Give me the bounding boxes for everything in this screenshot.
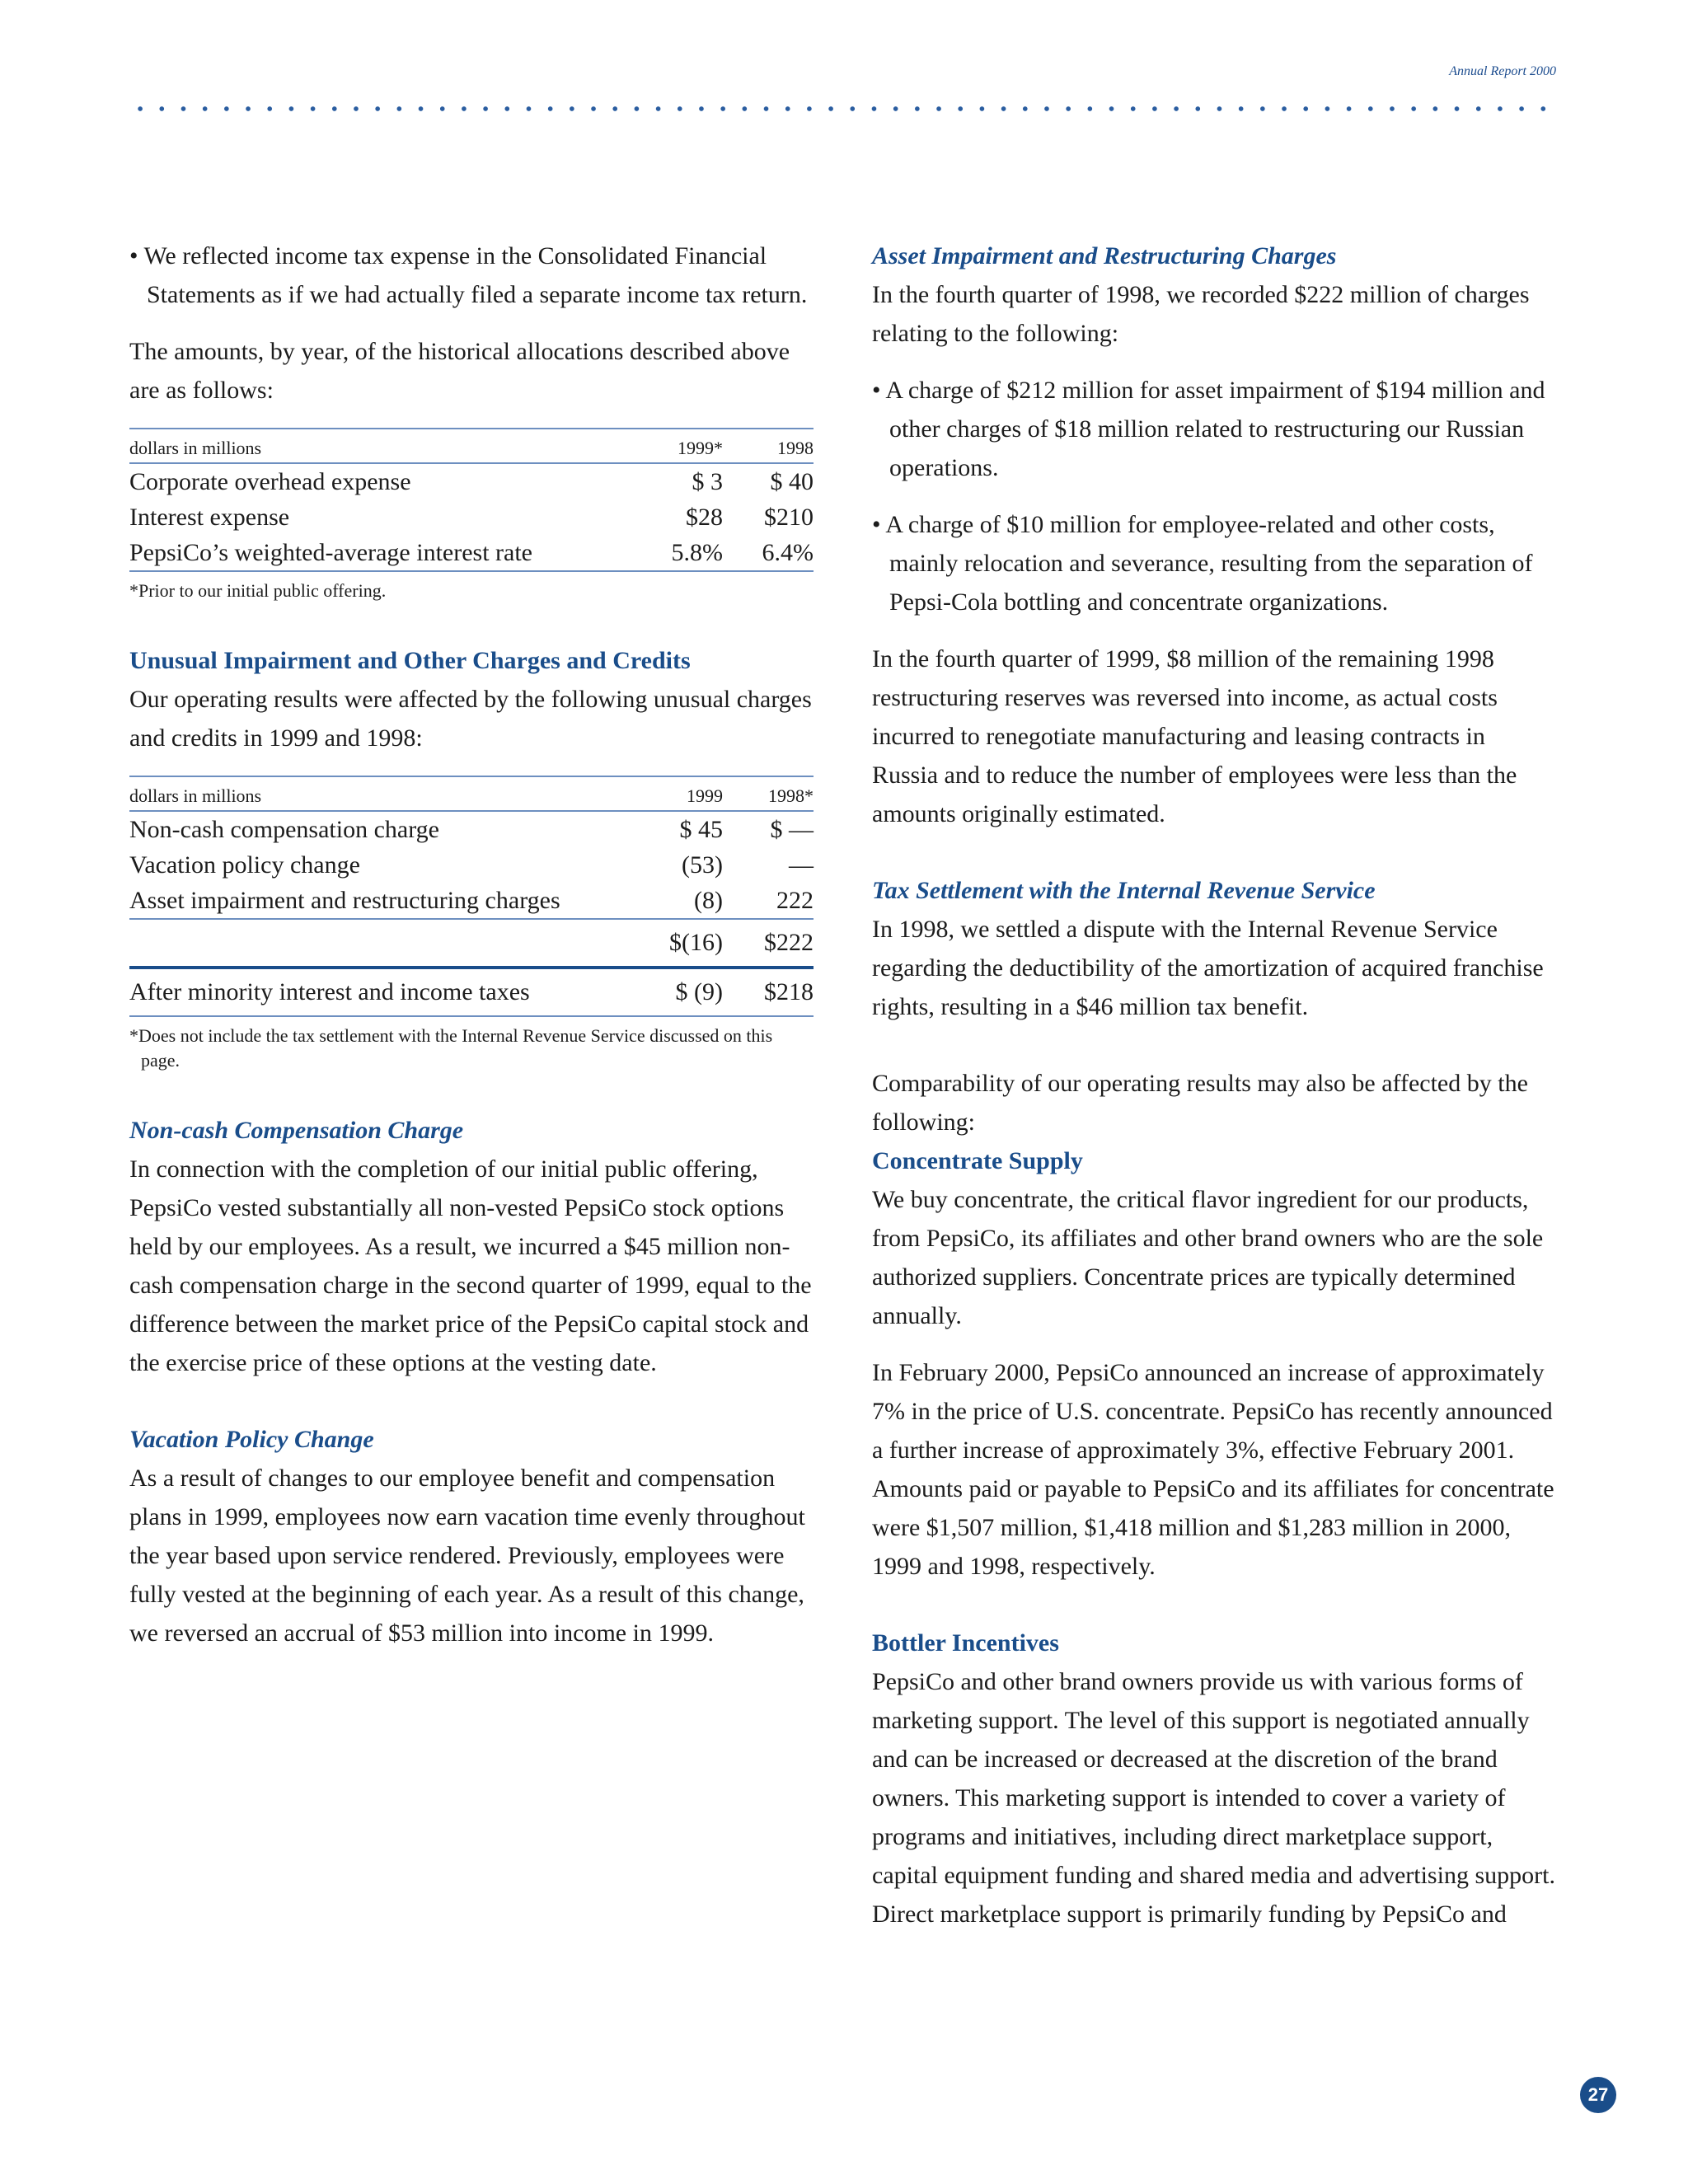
noncash-heading: Non-cash Compensation Charge xyxy=(129,1117,464,1144)
table-row xyxy=(129,535,814,571)
row-value-2: 6.4% xyxy=(723,535,814,571)
table-header-row xyxy=(129,429,814,463)
unusual-charges-heading: Unusual Impairment and Other Charges and Credits xyxy=(129,647,691,674)
asset-impairment-text: In the fourth quarter of 1999, $8 million of the remaining 1998 restructuring reserves was reversed into income, as actual costs incurred to renegotiate manufacturing and leasing contracts in Russia and to reduce the number of employees were less than the amounts originally estimated. xyxy=(872,645,1517,827)
comparability-text: Comparability of our operating results may also be affected by the following: xyxy=(872,1070,1528,1136)
row-label: Vacation policy change xyxy=(129,851,360,879)
dotted-divider xyxy=(129,105,1555,113)
row-value-1: 5.8% xyxy=(632,535,723,571)
tax-settlement-text: In 1998, we settled a dispute with the Internal Revenue Service regarding the deductibility of the amortization of acquired franchise rights, resulting in a $46 million tax benefit. xyxy=(872,916,1544,1020)
left-column xyxy=(129,237,814,1652)
right-column xyxy=(872,237,1556,1933)
row-value-1: $28 xyxy=(686,504,723,531)
col-header-1998: 1998 xyxy=(723,429,814,463)
col-header-1998: 1998* xyxy=(723,776,814,811)
page-number-badge: 27 xyxy=(1580,2077,1616,2113)
row-value-1: $ 3 xyxy=(692,468,723,495)
row-label: Asset impairment and restructuring charges xyxy=(129,883,632,919)
asset-bullet-1: • A charge of $212 million for asset impairment of $194 million and other charges of $18 million related to restructuring our Russian operations. xyxy=(872,377,1545,481)
table-footnote: *Prior to our initial public offering. xyxy=(129,580,387,601)
row-value-2: $ 40 xyxy=(770,468,814,495)
unit-label: dollars in millions xyxy=(129,429,632,463)
report-title: Annual Report 2000 xyxy=(1449,64,1556,78)
tax-bullet: • We reflected income tax expense in the Consolidated Financial Statements as if we had actually filed a separate income tax return. xyxy=(129,242,808,308)
tax-settlement-heading: Tax Settlement with the Internal Revenue Service xyxy=(872,877,1376,904)
bottler-incentives-heading: Bottler Incentives xyxy=(872,1629,1059,1657)
table-total-row xyxy=(129,919,814,968)
concentrate-supply-heading: Concentrate Supply xyxy=(872,1147,1083,1174)
row-value-2: $ — xyxy=(770,816,814,843)
allocations-intro: The amounts, by year, of the historical allocations described above are as follows: xyxy=(129,338,790,404)
total-value-2: $222 xyxy=(723,919,814,968)
row-value-2: $218 xyxy=(723,968,814,1016)
row-label: Non-cash compensation charge xyxy=(129,816,439,843)
table-footnote: *Does not include the tax settlement with the Internal Revenue Service discussed on this page. xyxy=(129,1025,773,1071)
table-row xyxy=(129,847,814,883)
allocations-table xyxy=(129,428,814,572)
unusual-charges-table xyxy=(129,776,814,1017)
table-row xyxy=(129,811,814,847)
table-row xyxy=(129,499,814,535)
unusual-charges-text: Our operating results were affected by the following unusual charges and credits in 1999 and 1998: xyxy=(129,686,812,752)
table-row xyxy=(129,968,814,1016)
asset-impairment-intro: In the fourth quarter of 1998, we recorded $222 million of charges relating to the following: xyxy=(872,281,1530,347)
asset-impairment-heading: Asset Impairment and Restructuring Charges xyxy=(872,242,1337,269)
bottler-incentives-text: PepsiCo and other brand owners provide us with various forms of marketing support. The level of this support is negotiated annually and can be increased or decreased at the discretion of the brand owners. This marketing support is intended to cover a variety of programs and initiatives, including direct marketplace support, capital equipment funding and shared media and advertising support. Direct marketplace support is primarily funding by PepsiCo and xyxy=(872,1668,1555,1928)
row-label: Interest expense xyxy=(129,504,290,531)
row-value-2: $210 xyxy=(764,504,814,531)
total-value-1: $(16) xyxy=(632,919,723,968)
concentrate-price-text: In February 2000, PepsiCo announced an increase of approximately 7% in the price of U.S. concentrate. PepsiCo has recently announced a further increase of approximately 3%, effective February 2001. Amounts paid or payable to PepsiCo and its affiliates for concentrate were $1,507 million, $1,418 million and $1,283 million in 2000, 1999 and 1998, respectively. xyxy=(872,1359,1554,1580)
concentrate-supply-text: We buy concentrate, the critical flavor ingredient for our products, from PepsiCo, its affiliates and other brand owners who are the sole authorized suppliers. Concentrate prices are typically determined annually. xyxy=(872,1186,1544,1329)
row-value-2: 222 xyxy=(723,883,814,919)
total-label xyxy=(129,919,632,968)
table-row xyxy=(129,463,814,499)
noncash-text: In connection with the completion of our initial public offering, PepsiCo vested substantially all non-vested PepsiCo stock options held by our employees. As a result, we incurred a $45 million non-cash compensation charge in the second quarter of 1999, equal to the difference between the market price of the PepsiCo capital stock and the exercise price of these options at the vesting date. xyxy=(129,1155,812,1376)
table-row xyxy=(129,883,814,919)
row-label: After minority interest and income taxes xyxy=(129,968,632,1016)
row-label: PepsiCo’s weighted-average interest rate xyxy=(129,535,632,571)
asset-bullet-2: • A charge of $10 million for employee-related and other costs, mainly relocation and severance, resulting from the separation of Pepsi-Cola bottling and concentrate organizations. xyxy=(872,511,1533,616)
row-value-1: $ (9) xyxy=(632,968,723,1016)
vacation-text: As a result of changes to our employee benefit and compensation plans in 1999, employees now earn vacation time evenly throughout the year based upon service rendered. Previously, employees were fully vested at the beginning of each year. As a result of this change, we reversed an accrual of $53 million into income in 1999. xyxy=(129,1465,805,1647)
row-value-2: — xyxy=(789,851,814,879)
col-header-1999: 1999* xyxy=(632,429,723,463)
row-value-1: $ 45 xyxy=(679,816,723,843)
col-header-1999: 1999 xyxy=(632,776,723,811)
row-label: Corporate overhead expense xyxy=(129,468,411,495)
unit-label: dollars in millions xyxy=(129,776,632,811)
row-value-1: (8) xyxy=(632,883,723,919)
row-value-1: (53) xyxy=(682,851,723,879)
table-header-row xyxy=(129,776,814,811)
vacation-heading: Vacation Policy Change xyxy=(129,1426,374,1453)
